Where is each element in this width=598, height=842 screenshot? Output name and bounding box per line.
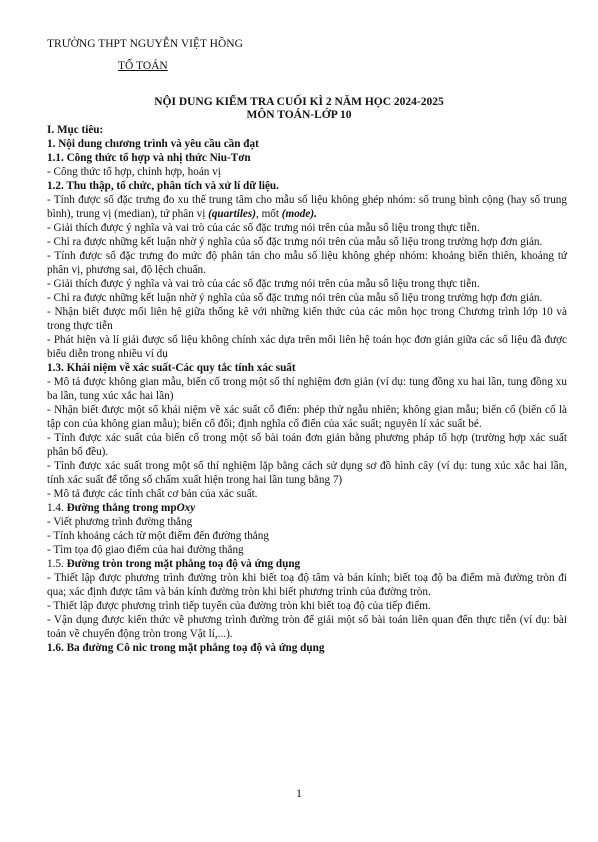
paragraph: - Nhận biết được một số khái niệm về xác suất cổ điển: phép thử ngẫu nhiên; không gian mẫu; biến cố (biến cố là tập con của không gian mẫu); biến cố đối; định nghĩa cổ điển của xác suất; nguyên lí xác suất bé.	[47, 404, 567, 430]
paragraph: - Chỉ ra được những kết luận nhờ ý nghĩa của số đặc trưng nói trên của mẫu số liệu trong trường hợp đơn giản.	[47, 292, 543, 304]
heading-section-1-6: 1.6. Ba đường Cô nic trong mặt phẳng toạ độ và ứng dụng	[47, 642, 325, 654]
paragraph: - Mô tả được các tính chất cơ bản của xác suất.	[47, 488, 258, 500]
paragraph: - Tìm tọa độ giao điểm của hai đường thẳng	[47, 544, 244, 556]
paragraph: - Vận dụng được kiến thức về phương trình đường tròn để giải một số bài toán liên quan đến thực tiễn (ví dụ: bài toán về chuyển động tròn trong Vật lí,...).	[47, 614, 567, 640]
paragraph: - Mô tả được không gian mẫu, biến cố trong một số thí nghiệm đơn giản (ví dụ: tung đồng xu hai lần, tung đồng xu ba lần, tung xúc xắc hai lần)	[47, 376, 567, 402]
paragraph: - Tính khoảng cách từ một điểm đến đường thẳng	[47, 530, 269, 542]
paragraph: - Phát hiện và lí giải được số liệu không chính xác dựa trên mối liên hệ toán học đơn giản giữa các số liệu đã được biểu diễn trong nhiều ví dụ	[47, 334, 567, 360]
heading-section-1-2: 1.2. Thu thập, tổ chức, phân tích và xử lí dữ liệu.	[47, 180, 279, 192]
paragraph: - Tính được số đặc trưng đo xu thế trung tâm cho mẫu số liệu không ghép nhóm: số trung bình cộng (hay số trung bình), trung vị (median), tứ phân vị (quartiles), mốt (mode).	[47, 194, 567, 220]
paragraph: - Viết phương trình đường thẳng	[47, 516, 193, 528]
heading-section-1-3: 1.3. Khái niệm về xác suất-Các quy tắc tính xác suất	[47, 362, 296, 374]
paragraph: - Thiết lập được phương trình tiếp tuyến của đường tròn khi biết toạ độ của tiếp điểm.	[47, 600, 431, 612]
paragraph: - Tính được số đặc trưng đo mức độ phân tán cho mẫu số liệu không ghép nhóm: khoảng biến thiên, khoảng tứ phân vị, phương sai, độ lệch chuẩn.	[47, 250, 567, 276]
paragraph: - Tính được xác suất của biến cố trong một số bài toán đơn giản bằng phương pháp tổ hợp (trường hợp xác suất phân bố đều).	[47, 432, 567, 458]
paragraph: - Giải thích được ý nghĩa và vai trò của các số đặc trưng nói trên của mẫu số liệu trong thực tiễn.	[47, 278, 480, 290]
paragraph: - Thiết lập được phương trình đường tròn khi biết toạ độ tâm và bán kính; biết toạ độ ba điểm mà đường tròn đi qua; xác định được tâm và bán kính đường tròn khi biết phương trình của đường tròn.	[47, 572, 567, 598]
school-name: TRƯỜNG THPT NGUYỄN VIỆT HỒNG	[47, 38, 243, 50]
paragraph: - Giải thích được ý nghĩa và vai trò của các số đặc trưng nói trên của mẫu số liệu trong thực tiễn.	[47, 222, 480, 234]
heading-section-1-1: 1.1. Công thức tổ hợp và nhị thức Niu-Tơn	[47, 152, 251, 164]
document-subtitle: MÔN TOÁN-LỚP 10	[246, 109, 352, 121]
document-title: NỘI DUNG KIỂM TRA CUỐI KÌ 2 NĂM HỌC 2024-2025	[154, 96, 444, 108]
paragraph: - Chỉ ra được những kết luận nhờ ý nghĩa của số đặc trưng nói trên của mẫu số liệu trong trường hợp đơn giản.	[47, 236, 543, 248]
paragraph: - Tính được xác suất trong một số thí nghiệm lặp bằng cách sử dụng sơ đồ hình cây (ví dụ: tung xúc xắc hai lần, tính xác suất để tổng số chấm xuất hiện trong hai lần tung bằng 7)	[47, 460, 567, 486]
paragraph: - Nhận biết được mối liên hệ giữa thống kê với những kiến thức của các môn học trong Chương trình lớp 10 và trong thực tiễn	[47, 306, 567, 332]
page-number: 1	[296, 786, 302, 800]
department-name: TỔ TOÁN	[118, 60, 168, 72]
paragraph: - Công thức tổ hợp, chỉnh hợp, hoán vị	[47, 166, 221, 178]
heading-objectives: I. Mục tiêu:	[47, 124, 104, 136]
heading-section-1: 1. Nội dung chương trình và yêu cầu cần đạt	[47, 138, 259, 150]
document-body	[47, 123, 567, 655]
heading-section-1-5: 1.5. Đường tròn trong mặt phẳng toạ độ và ứng dụng	[47, 558, 301, 570]
heading-section-1-4: 1.4. Đường thẳng trong mpOxy	[47, 502, 196, 514]
